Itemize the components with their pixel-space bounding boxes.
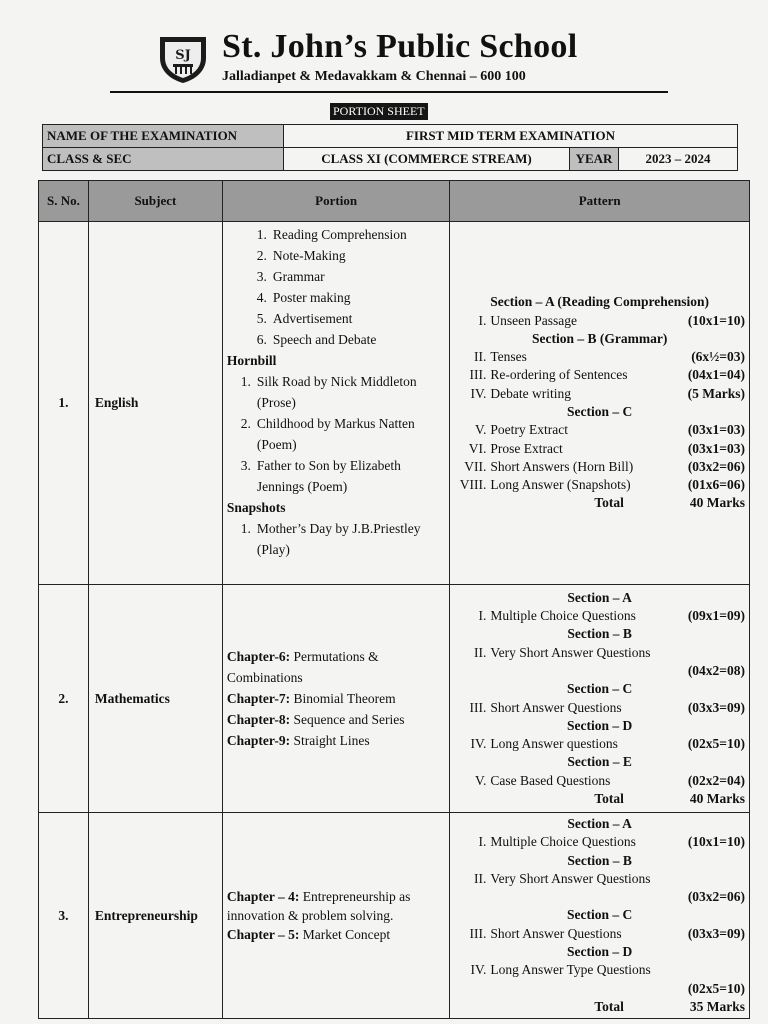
- list-item: 5. Advertisement: [256, 311, 353, 326]
- class-sec-label: CLASS & SEC: [43, 148, 284, 171]
- svg-text:SJ: SJ: [175, 48, 191, 63]
- question-marks: (03x2=06): [687, 889, 745, 905]
- question-row: VI. Prose Extract (03x1=03): [468, 440, 745, 456]
- question-marks: (04x2=08): [687, 662, 745, 678]
- header-pattern: Pattern: [450, 181, 750, 222]
- row-number: 1.: [39, 222, 89, 585]
- list-item: 1. Reading Comprehension: [256, 227, 407, 242]
- header-sno: S. No.: [39, 181, 89, 222]
- question-row: III. Short Answer Questions (03x3=09): [469, 699, 745, 715]
- subject-name: Mathematics: [88, 585, 222, 813]
- list-item: 3. Father to Son by Elizabeth Jennings (Poem): [240, 458, 401, 494]
- table-row: [39, 813, 750, 1019]
- question-marks: (02x5=10): [687, 980, 745, 996]
- portion-cell: [222, 813, 449, 1019]
- portion-cell: [222, 585, 449, 813]
- total-row: Total 40 Marks: [454, 494, 745, 512]
- list-item: 3. Grammar: [256, 269, 325, 284]
- school-name: St. John’s Public School: [222, 28, 578, 65]
- total-row: Total 40 Marks: [454, 790, 745, 808]
- pattern-cell: [450, 222, 750, 585]
- pattern-cell: [450, 813, 750, 1019]
- list-item: 4. Poster making: [256, 290, 351, 305]
- list-item: 2. Note-Making: [256, 248, 346, 263]
- list-item: 6. Speech and Debate: [256, 332, 377, 347]
- list-item: 1. Mother’s Day by J.B.Priestley (Play): [240, 521, 421, 557]
- subject-name: Entrepreneurship: [88, 813, 222, 1019]
- section-heading: Section – C: [567, 907, 633, 923]
- portion-sheet-title: PORTION SHEET: [330, 103, 428, 120]
- section-heading: Section – A: [567, 816, 632, 831]
- table-row: [39, 585, 750, 813]
- question-row: VIII. Long Answer (Snapshots) (01x6=06): [459, 477, 745, 493]
- subject-name: English: [88, 222, 222, 585]
- list-item: 2. Childhood by Markus Natten (Poem): [240, 416, 415, 452]
- exam-name-label: NAME OF THE EXAMINATION: [43, 125, 284, 148]
- header-divider: [110, 91, 668, 93]
- chapter-item: Chapter – 4: Entrepreneurship as innovation & problem solving.: [226, 889, 411, 924]
- row-number: 3.: [39, 813, 89, 1019]
- chapter-item: Chapter – 5: Market Concept: [226, 927, 391, 943]
- table-header-row: [39, 181, 750, 222]
- header-subject: Subject: [88, 181, 222, 222]
- section-heading: Section – D: [567, 717, 633, 733]
- total-marks: 35 Marks: [689, 998, 745, 1014]
- pattern-cell: [450, 585, 750, 813]
- question-row: II. Very Short Answer Questions: [473, 870, 651, 886]
- question-row: I. Multiple Choice Questions (09x1=09): [478, 608, 745, 624]
- class-sec-value: CLASS XI (COMMERCE STREAM): [284, 148, 570, 171]
- exam-info-table: [42, 124, 738, 171]
- section-heading: Section – D: [567, 944, 633, 960]
- row-number: 2.: [39, 585, 89, 813]
- question-row: V. Case Based Questions (02x2=04): [474, 772, 745, 788]
- question-row: V. Poetry Extract (03x1=03): [474, 422, 745, 438]
- chapter-item: Chapter-6: Permutations & Combinations: [226, 649, 379, 685]
- portion-list: [227, 224, 445, 350]
- question-row: II. Very Short Answer Questions: [473, 644, 651, 660]
- portion-table: [38, 180, 750, 1019]
- chapter-item: Chapter-7: Binomial Theorem: [226, 691, 396, 706]
- section-heading: Section – B: [567, 626, 632, 642]
- header-portion: Portion: [222, 181, 449, 222]
- section-heading: Section – E: [567, 754, 632, 770]
- school-crest-logo: [156, 34, 210, 84]
- section-heading: Section – A: [567, 589, 632, 605]
- section-heading: Section – C: [567, 404, 633, 419]
- section-heading: Section – B (Grammar): [532, 330, 668, 346]
- question-row: II. Tenses (6x½=03): [473, 349, 745, 365]
- snapshots-heading: Snapshots: [226, 500, 286, 515]
- question-row: I. Unseen Passage (10x1=10): [478, 312, 745, 328]
- section-heading: Section – C: [567, 681, 633, 697]
- question-row: IV. Debate writing (5 Marks): [470, 385, 745, 401]
- year-label: YEAR: [570, 148, 619, 171]
- portion-cell: [222, 222, 449, 585]
- total-row: Total 35 Marks: [454, 998, 745, 1016]
- table-row: [39, 222, 750, 585]
- total-marks: 40 Marks: [689, 790, 745, 806]
- section-heading: Section – B: [567, 852, 632, 868]
- question-row: VII. Short Answers (Horn Bill) (03x2=06): [464, 458, 745, 474]
- question-row: III. Short Answer Questions (03x3=09): [469, 925, 745, 941]
- question-row: I. Multiple Choice Questions (10x1=10): [478, 834, 745, 850]
- list-item: 1. Silk Road by Nick Middleton (Prose): [240, 374, 417, 410]
- year-value: 2023 – 2024: [619, 148, 738, 171]
- chapter-item: Chapter-8: Sequence and Series: [226, 712, 405, 727]
- exam-name-value: FIRST MID TERM EXAMINATION: [284, 125, 738, 148]
- chapter-item: Chapter-9: Straight Lines: [226, 733, 370, 748]
- question-row: IV. Long Answer Type Questions: [470, 962, 651, 978]
- question-row: III. Re-ordering of Sentences (04x1=04): [469, 367, 745, 383]
- hornbill-heading: Hornbill: [226, 353, 277, 368]
- total-marks: 40 Marks: [689, 495, 745, 511]
- section-heading: Section – A (Reading Comprehension): [490, 294, 710, 310]
- question-row: IV. Long Answer questions (02x5=10): [470, 736, 745, 752]
- school-address: Jalladianpet & Medavakkam & Chennai – 600 100: [222, 69, 526, 84]
